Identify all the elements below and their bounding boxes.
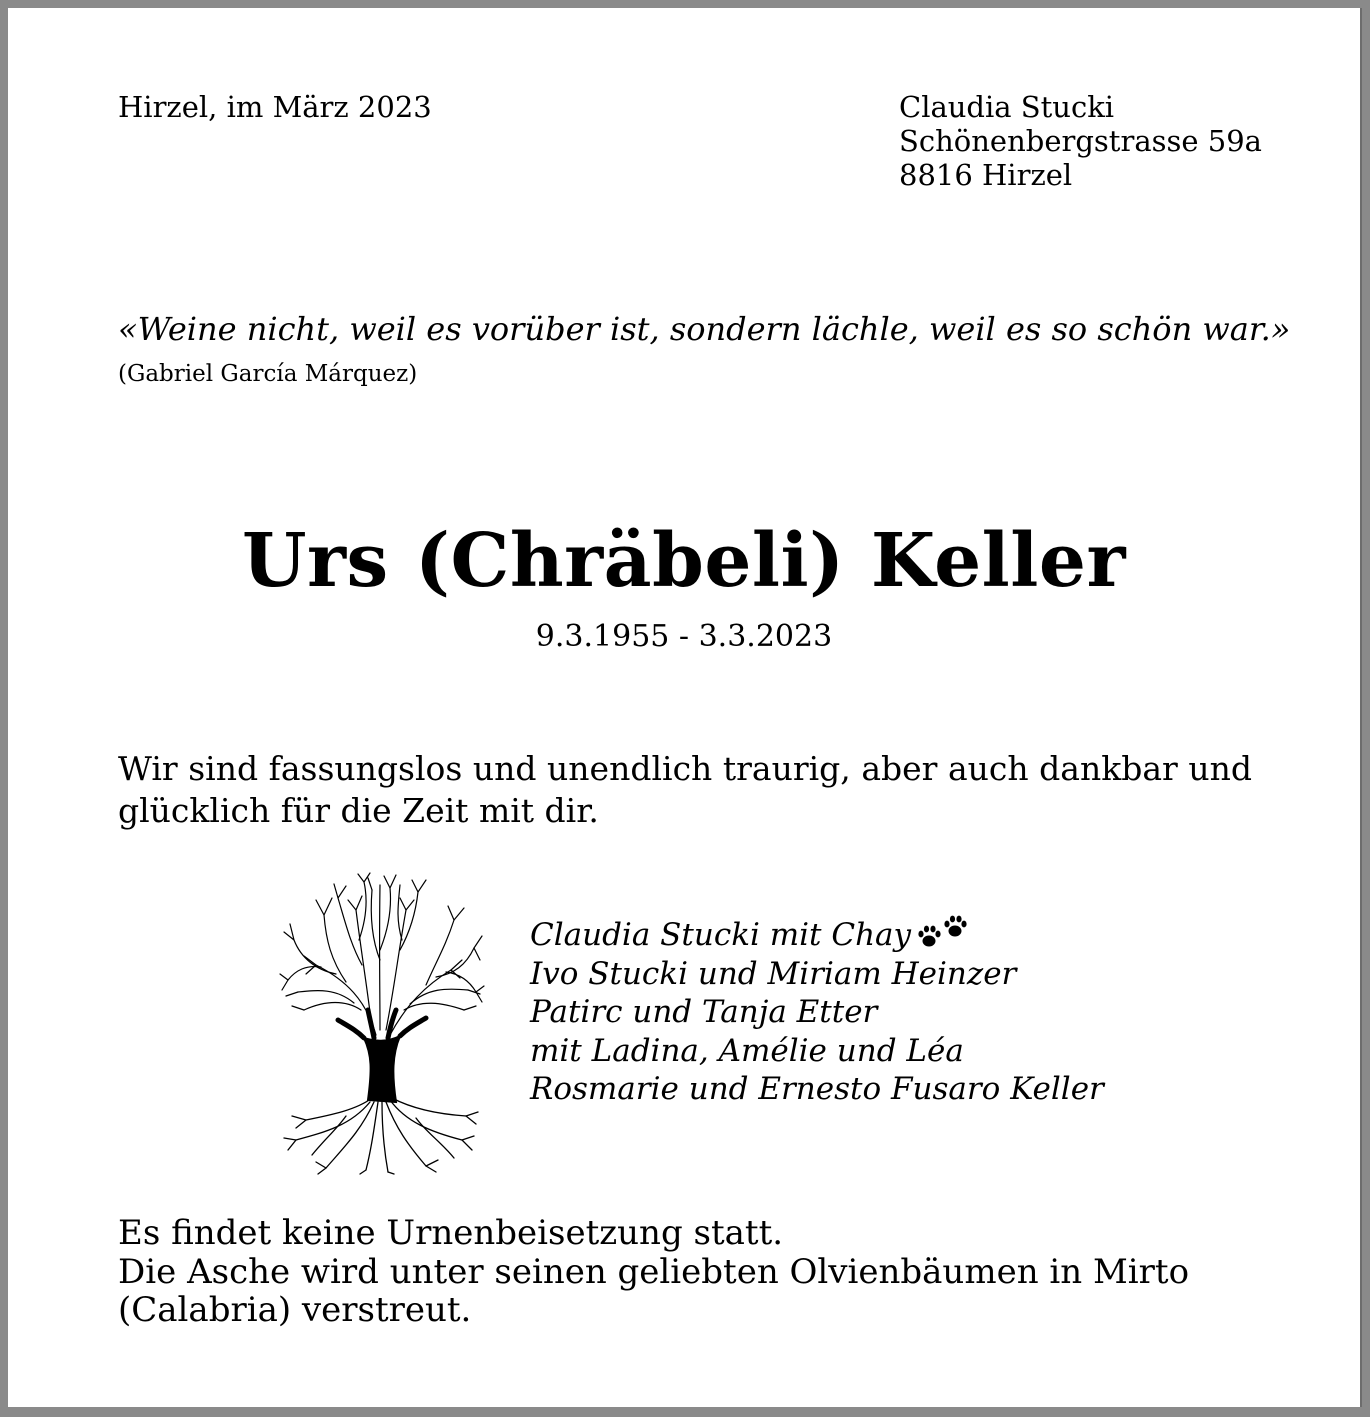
paw-prints-icon xyxy=(917,915,969,951)
family-line: Rosmarie und Ernesto Fusaro Keller xyxy=(530,1071,1104,1107)
family-line-text: Claudia Stucki mit Chay xyxy=(530,917,912,953)
closing-line: Die Asche wird unter seinen geliebten Olvienbäumen in Mirto xyxy=(118,1251,1190,1292)
place-date: Hirzel, im März 2023 xyxy=(118,90,432,124)
family-line: Ivo Stucki und Miriam Heinzer xyxy=(530,955,1017,992)
address-city: 8816 Hirzel xyxy=(899,158,1073,192)
obituary-page xyxy=(8,8,1362,1407)
tree-of-life-icon xyxy=(276,870,488,1175)
life-dates: 9.3.1955 - 3.3.2023 xyxy=(535,619,833,654)
address-street: Schönenbergstrasse 59a xyxy=(899,124,1262,158)
family-line xyxy=(530,916,1104,955)
family-list xyxy=(530,916,1104,1109)
mourning-message: Wir sind fassungslos und unendlich traurig, aber auch dankbar und glücklich für die Zeit mit dir. xyxy=(118,749,1252,830)
family-line: mit Ladina, Amélie und Léa xyxy=(530,1032,964,1069)
sender-address xyxy=(899,90,1262,192)
closing-notice xyxy=(118,1214,1189,1330)
closing-line: Es findet keine Urnenbeisetzung statt. xyxy=(118,1213,784,1253)
quote-author: (Gabriel García Márquez) xyxy=(118,361,418,387)
family-line: Patirc und Tanja Etter xyxy=(530,994,878,1030)
address-name: Claudia Stucki xyxy=(899,90,1115,124)
quote-text: «Weine nicht, weil es vorüber ist, sondern lächle, weil es so schön war.» xyxy=(118,310,1291,348)
closing-line: (Calabria) verstreut. xyxy=(118,1290,472,1330)
deceased-name: Urs (Chräbeli) Keller xyxy=(242,518,1126,604)
